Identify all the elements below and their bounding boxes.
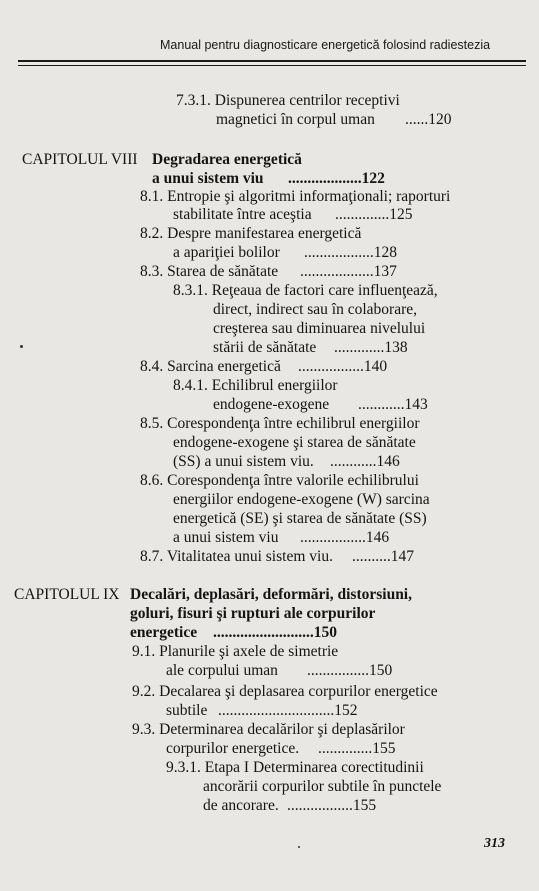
running-header: Manual pentru diagnosticare energetică folosind radiestezia [160,38,491,52]
toc-entry-text: 8.6. Corespondenţa între valorile echilibrului [140,472,419,489]
toc-entry-text: 8.1. Entropie şi algoritmi informaţionali; raporturi [140,188,451,205]
toc-entry-text: stării de sănătate [213,339,317,356]
toc-entry-page: ................150 [307,662,393,679]
toc-entry-page: ......120 [405,111,452,128]
ink-speck [20,345,23,348]
header-rule-thin [18,65,526,66]
toc-entry-text: creşterea sau diminuarea nivelului [213,320,426,337]
chapter-title: Decalări, deplasări, deformări, distorsiuni, [130,586,412,603]
toc-entry-page: .................155 [287,797,377,814]
toc-entry-text: direct, indirect sau în colaborare, [213,301,417,318]
toc-entry-text: magnetici în corpul uman [216,111,375,128]
chapter-page: ..........................150 [213,624,337,641]
toc-entry-text: ancorării corpurilor subtile în punctele [203,778,442,795]
toc-entry-text: de ancorare. [203,797,279,814]
toc-entry-text: stabilitate între aceştia [173,206,312,223]
page-number: 313 [484,836,505,851]
toc-entry-text: energetică (SE) şi starea de sănătate (SS) [173,510,427,527]
toc-entry-page: ..............................152 [218,702,358,719]
toc-entry-text: 8.3. Starea de sănătate [140,263,279,280]
toc-entry-text: 8.2. Despre manifestarea energetică [140,225,362,242]
header-rule-thick [18,60,526,62]
toc-entry-text: 9.3. Determinarea decalărilor şi deplasărilor [132,721,405,738]
toc-entry-page: ............143 [358,396,428,413]
toc-entry-page: .............138 [334,339,408,356]
toc-entry-text: 8.7. Vitalitatea unui sistem viu. [140,548,333,565]
toc-entry-text: (SS) a unui sistem viu. [173,453,314,470]
toc-entry-text: 9.2. Decalarea şi deplasarea corpurilor energetice [132,683,438,700]
toc-entry-text: subtile [166,702,208,719]
toc-entry-text: 8.4.1. Echilibrul energiilor [173,377,338,394]
ink-speck [298,846,300,848]
toc-entry-text: a apariţiei bolilor [173,244,280,261]
chapter-page: ...................122 [288,170,385,187]
chapter-title: goluri, fisuri şi rupturi ale corpurilor [130,605,376,622]
toc-entry-text: endogene-exogene [213,396,330,413]
toc-entry-page: ..............155 [318,740,396,757]
toc-entry-text: 8.5. Corespondenţa între echilibrul energiilor [140,415,420,432]
toc-entry-page: ............146 [330,453,400,470]
toc-entry-text: 8.4. Sarcina energetică [140,358,281,375]
toc-entry-page: .................140 [298,358,388,375]
toc-entry-page: ..................128 [304,244,397,261]
chapter-title: energetice [130,624,198,641]
chapter-label: CAPITOLUL VIII [22,151,138,168]
toc-entry-text: a unui sistem viu [173,529,279,546]
toc-entry-text: energiilor endogene-exogene (W) sarcina [173,491,430,508]
toc-entry-text: 7.3.1. Dispunerea centrilor receptivi [176,92,400,109]
toc-entry-text: 8.3.1. Reţeaua de factori care influenţează, [173,282,438,299]
toc-entry-text: 9.3.1. Etapa I Determinarea corectitudinii [166,759,424,776]
toc-entry-text: ale corpului uman [166,662,278,679]
chapter-title: Degradarea energetică [152,151,302,168]
toc-entry-page: .................146 [300,529,390,546]
chapter-title: a unui sistem viu [152,170,264,187]
toc-entry-text: 9.1. Planurile şi axele de simetrie [132,643,339,660]
toc-entry-text: corpurilor energetice. [166,740,300,757]
toc-entry-page: ...................137 [300,263,397,280]
toc-entry-text: endogene-exogene şi starea de sănătate [173,434,416,451]
toc-entry-page: ..............125 [335,206,413,223]
toc-entry-page: ..........147 [352,548,414,565]
chapter-label: CAPITOLUL IX [14,586,120,603]
